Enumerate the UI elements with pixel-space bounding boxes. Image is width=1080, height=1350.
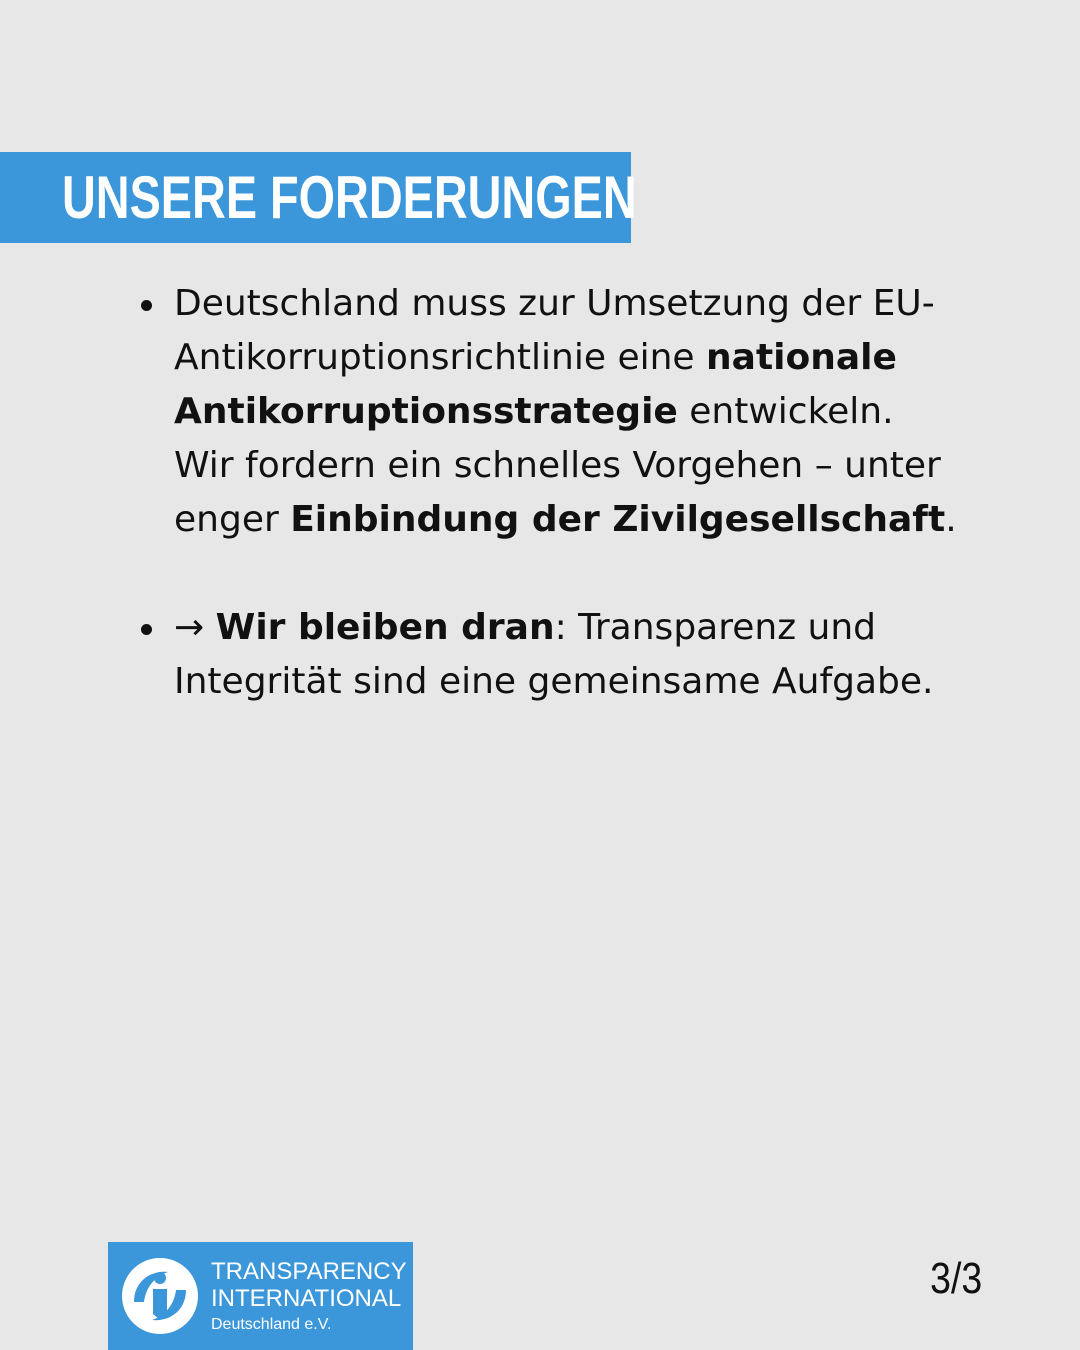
logo-line-deutschland: Deutschland e.V. [211, 1316, 332, 1333]
list-item [138, 277, 958, 547]
demands-list [138, 277, 958, 763]
text-segment: Deutschland muss zur Umsetzung der EU-Antikorruptionsrichtlinie eine [174, 283, 935, 378]
bold-text-segment: Einbindung der Zivilgesellschaft [290, 499, 946, 540]
arrow-text-segment: → [174, 607, 216, 648]
logo-line-transparency: TRANSPARENCY [211, 1258, 407, 1285]
bullet-text [174, 607, 934, 702]
list-item [138, 601, 958, 709]
bold-text-segment: Wir bleiben dran [215, 607, 555, 648]
page-title: UNSERE FORDERUNGEN [62, 164, 637, 231]
text-segment: entwickeln. Wir fordern ein schnelles Vorgehen – unter enger [174, 391, 941, 540]
logo-line-international: INTERNATIONAL [211, 1285, 402, 1312]
transparency-international-emblem-icon [120, 1256, 200, 1336]
text-segment: . [945, 499, 957, 540]
logo-wordmark [211, 1258, 407, 1336]
heading-bar [0, 152, 637, 243]
logo [108, 1242, 413, 1350]
bullet-dot-icon [141, 624, 152, 635]
bullet-text [174, 283, 957, 540]
text-segment: : Transparenz und Integrität sind eine gemeinsame Aufgabe. [174, 607, 934, 702]
bold-text-segment: nationale Antikorruptionsstrategie [174, 337, 897, 432]
page-counter: 3/3 [930, 1254, 982, 1303]
bullet-dot-icon [141, 300, 152, 311]
